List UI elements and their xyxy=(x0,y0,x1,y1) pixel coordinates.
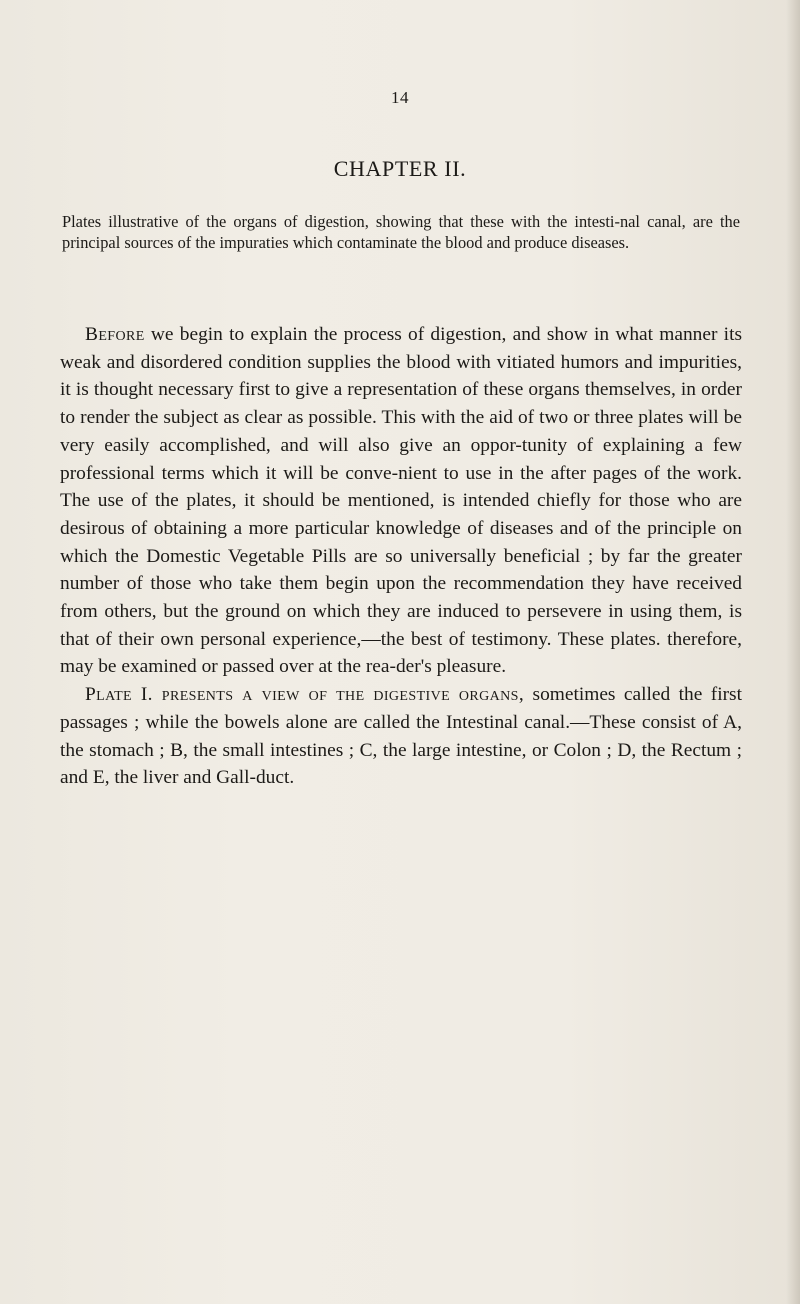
page-number: 14 xyxy=(391,88,409,107)
plate-one-caps: presents a view of the digestive organs, xyxy=(152,684,525,706)
body-text xyxy=(60,321,742,792)
plate-one-lead: Plate I. xyxy=(85,684,153,706)
chapter-summary: Plates illustrative of the organs of digestion, showing that these with the intesti-nal canal, are the principal sources of the impuraties which contaminate the blood and produce diseases. xyxy=(62,212,740,252)
chapter-title: CHAPTER II. xyxy=(333,156,467,181)
paragraph-intro-text: we begin to explain the process of digestion, and show in what manner its weak and disordered condition supplies the blood with vitiated humors and impurities, it is thought necessary first to give a representation of these organs themselves, in order to render the subject as clear as possible. This with the aid of two or three plates will be very easily accomplished, and will also give an oppor-tunity of explaining a few professional terms which it will be conve-nient to use in the after pages of the work. The use of the plates, it should be mentioned, is intended chiefly for those who are desirous of obtaining a more particular knowledge of diseases and of the principle on which the Domestic Vegetable Pills are so universally beneficial ; by far the greater number of those who take them begin upon the recommendation they have received from others, but the ground on which they are induced to persevere in using them, is that of their own personal experience,—the best of testimony. These plates. therefore, may be examined or passed over at the rea-der's pleasure. xyxy=(60,324,742,678)
paragraph-intro xyxy=(60,321,742,681)
plate-one-text: sometimes called the first passages ; while the bowels alone are called the Intestinal canal.—These consist of A, the stomach ; B, the small intestines ; C, the large intestine, or Colon ; D, the Rectum ; and E, the liver and Gall-duct. xyxy=(60,684,742,789)
paragraph-plate-one xyxy=(60,681,742,792)
page-edge-shadow xyxy=(786,0,800,1304)
paragraph-intro-lead: Before xyxy=(85,324,145,345)
